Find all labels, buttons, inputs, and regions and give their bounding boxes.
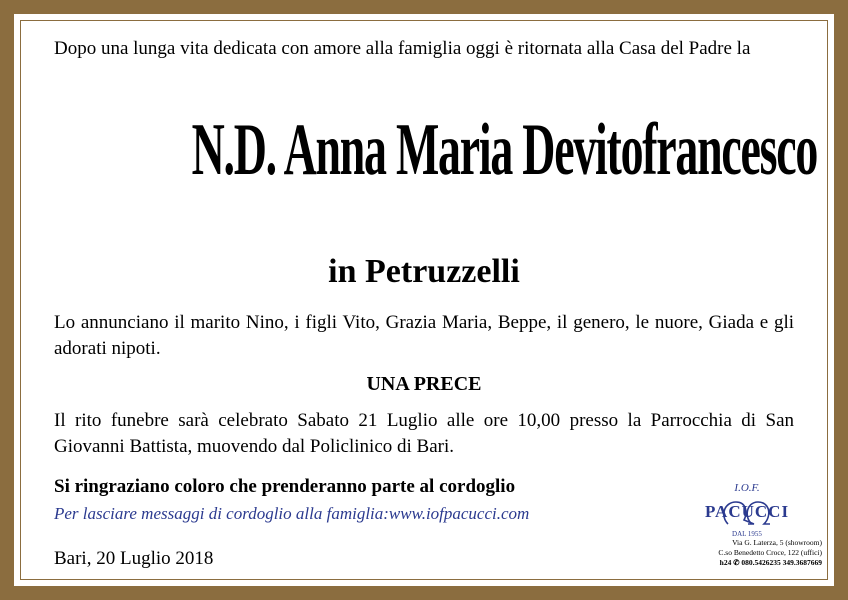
- funeral-home-address-2: C.so Benedetto Croce, 122 (uffici): [718, 548, 822, 557]
- prayer-heading: UNA PRECE: [366, 373, 482, 395]
- announcement-text: Lo annunciano il marito Nino, i figli Vito, Grazia Maria, Beppe, il genero, le nuore, Giada e gli adorati nipoti.: [54, 312, 794, 359]
- thanks-text: Si ringraziano coloro che prenderanno parte al cordoglio: [54, 476, 516, 497]
- funeral-info: Il rito funebre sarà celebrato Sabato 21 Luglio alle ore 10,00 presso la Parrocchia di San Giovanni Battista, muovendo dal Policlinico di Bari.: [54, 410, 794, 457]
- married-name: in Petruzzelli: [328, 253, 520, 290]
- funeral-home-small-title: I.O.F.: [734, 482, 760, 494]
- date-place: Bari, 20 Luglio 2018: [54, 548, 214, 569]
- intro-text: Dopo una lunga vita dedicata con amore alla famiglia oggi è ritornata alla Casa del Padre la: [54, 38, 751, 59]
- deceased-name: [0, 100, 848, 200]
- condolence-message-note: Per lasciare messaggi di cordoglio alla famiglia:www.iofpacucci.com: [54, 504, 530, 523]
- funeral-home-address-1: Via G. Laterza, 5 (showroom): [732, 538, 822, 547]
- funeral-home-phones: h24 ✆ 080.5426235 349.3687669: [719, 558, 822, 567]
- funeral-home-name: PACUCCI: [704, 502, 790, 521]
- funeral-home-since: DAL 1955: [732, 530, 762, 538]
- funeral-home-logo: [672, 482, 822, 580]
- deceased-name-text: N.D. Anna Maria Devitofrancesco: [191, 109, 818, 191]
